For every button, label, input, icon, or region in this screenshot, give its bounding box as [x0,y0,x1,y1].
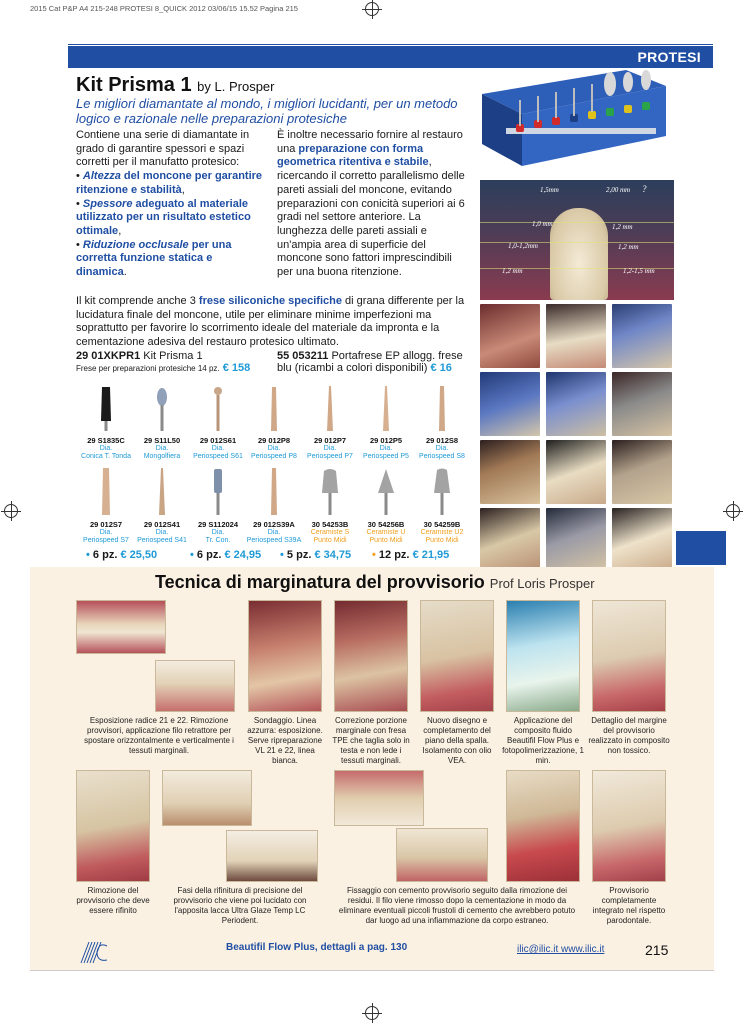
registration-mark-left [4,504,18,518]
bur-item: 29 012P5 Dia. Periospeed P5 [358,385,414,461]
caption: Fissaggio con cemento provvisorio seguito dalla rimozione dei residui. Il filo viene rimosso dopo la cementazione in modo da eliminare eventuali piccoli frustoli di cemento che avrebbero potuto dar luogo ad una infiammazione da corpo estraneo. [338,886,576,925]
technique-author: Prof Loris Prosper [489,576,595,591]
bur-item: 29 012S7 Dia. Periospeed S7 [78,467,134,545]
product-desc: Frese per preparazioni protesiche 14 pz. [76,364,220,373]
product-price: € 16 [430,362,452,374]
registration-mark-bottom [365,1006,379,1020]
bur-item: 29 S11L50 Dia. Mongolfiera [134,385,190,461]
diagram-label: 1,0-1,2mm [508,242,538,250]
bullet-item: • Riduzione occlusale per una corretta funzione statica e dinamica. [76,238,232,279]
header-rule [68,44,713,45]
diagram-label: 1,5mm [540,186,559,194]
clinical-photo-composite [506,600,580,712]
clinical-photo [546,440,606,504]
bur-item: 30 54253B Ceramiste S Punto Midi [302,467,358,545]
print-slug: 2015 Cat P&P A4 215-248 PROTESI 8_QUICK 2012 03/06/15 15.52 Pagina 215 [30,4,298,13]
clinical-photo-detail [592,600,666,712]
clinical-photo-crowns [155,660,235,712]
description-left [76,129,266,280]
section-title: PROTESI [637,49,701,65]
caption: Provvisorio completamente integrato nel rispetto parodontale. [592,886,666,925]
clinical-photo-removal [76,770,150,882]
clinical-photo-finishing-1 [162,770,252,826]
clinical-photo [612,304,672,368]
page-number: 215 [645,942,669,958]
clinical-photo [480,508,540,572]
diagram-label: 1,2 mm [612,223,633,231]
ilic-logo [79,940,109,965]
bur-item: 29 012S41 Dia. Periospeed S41 [134,467,190,545]
clinical-photo-probing [248,600,322,712]
section-tab [676,531,726,565]
registration-mark-top [365,2,379,16]
intro-text: Contiene una serie di diamantate in grado di garantire spessori e spazi corretti per il manufatto protesico: [76,129,250,169]
diagram-label: 1,0 mm [532,220,553,228]
clinical-photo [546,508,606,572]
caption: Correzione porzione marginale con fresa TPE che taglia solo in testa e non lede i tessuti marginali. [332,716,410,765]
order-portafrese: 55 053211 Portafrese EP allogg. frese blu (ricambi a colori disponibili) € 16 [277,350,463,374]
clinical-photo [480,372,540,436]
caption: Fasi della rifinitura di precisione del provvisorio che viene poi lucidato con l'apposita lacca Ultra Glaze Temp LC Periodent. [173,886,307,925]
caption: Rimozione del provvisorio che deve essere rifinito [76,886,150,915]
bur-item: 29 012P7 Dia. Periospeed P7 [302,385,358,461]
clinical-photo [480,440,540,504]
clinical-photo-margin-correction [334,600,408,712]
product-price: € 158 [222,362,251,374]
price-item: • 6 pz. € 25,50 [86,549,158,561]
caption: Applicazione del composito fluido Beautifil Flow Plus e fotopolimerizzazione, 1 min. [502,716,584,765]
bullet-item: • Altezza del moncone per garantire ritenzione e stabilità, [76,170,263,196]
clinical-photo-final [592,770,666,882]
bur-item: 29 S112024 Dia. Tr. Con. [190,467,246,545]
clinical-photo [612,508,672,572]
clinical-photo-finishing-2 [226,830,318,882]
bur-item: 29 012P8 Dia. Periospeed P8 [246,385,302,461]
registration-mark-right [726,504,740,518]
caption: Dettaglio del margine del provvisorio realizzato in composito non tossico. [588,716,670,755]
kit-title: Kit Prisma 1 by L. Prosper [76,74,275,96]
bur-item: 29 012S61 Dia. Periospeed S61 [190,385,246,461]
bullet-item: • Spessore adeguato al materiale utilizzato per un risultato estetico ottimale, [76,197,251,237]
clinical-photo-new-design [420,600,494,712]
kit-subtitle: Le migliori diamantate al mondo, i migliori lucidanti, per un metodo logico e razionale nelle preparazioni protesiche [76,96,458,126]
kit-product-photo [476,62,672,174]
order-kit-prisma: 29 01XKPR1 Kit Prisma 1 Frese per preparazioni protesiche 14 pz. € 158 [76,350,251,374]
product-desc: blu (ricambi a colori disponibili) [277,362,428,374]
bur-item: 29 012S39A Dia. Periospeed S39A [246,467,302,545]
caption: Nuovo disegno e completamento del piano della spalla. Isolamento con olio VEA. [422,716,492,765]
clinical-photo [612,372,672,436]
clinical-photo-cementation-2 [396,828,488,882]
description-right: È inoltre necessario fornire al restauro una preparazione con forma geometrica ritentiva e stabile, ricercando il corretto parallelismo delle pareti assiali del moncone, evitando preparazioni con conicità superiori ai 6 gradi nel settore anteriore. La lunghezza delle pareti assiali e un'ampia area di superficie del moncone sono fattori imprescindibili per una buona ritenzione. [277,129,465,279]
diagram-label: ? [642,184,647,194]
caption: Sondaggio. Linea azzurra: esposizione. Serve ripreparazione VL 21 e 22, linea bianca. [247,716,323,765]
clinical-photo-thread-removal [506,770,580,882]
price-item: • 12 pz. € 21,95 [372,549,450,561]
diagram-label: 1,2 mm [618,243,639,251]
clinical-photo [546,372,606,436]
preparation-diagram [480,180,674,300]
footer-rule [30,970,714,971]
diagram-label: 1,2 mm [502,267,523,275]
product-code: 29 01XKPR1 [76,350,141,362]
clinical-photo-smile [76,600,166,654]
clinical-photo [546,304,606,368]
beautifil-reference-link[interactable]: Beautifil Flow Plus, dettagli a pag. 130 [226,942,408,953]
bur-item: 29 012S8 Dia. Periospeed S8 [414,385,470,461]
diagram-label: 1,2-1,5 mm [623,267,655,275]
price-item: • 5 pz. € 34,75 [280,549,352,561]
bur-item: 29 S1835C Dia. Conica T. Tonda [78,385,134,461]
bur-item: 30 54256B Ceramiste U Punto Midi [358,467,414,545]
clinical-photo [480,304,540,368]
caption: Esposizione radice 21 e 22. Rimozione provvisori, applicazione filo retrattore per spostare orizzontalmente e verticalmente i tessuti marginali. [84,716,234,755]
diagram-label: 2,00 mm [606,186,631,194]
clinical-photo [612,440,672,504]
kit-contents-paragraph: Il kit comprende anche 3 frese siliconiche specifiche di grana differente per la lucidatura finale del moncone, utile per eliminare minime imperfezioni ma soprattutto per favorire lo scorrimento ideale del materiale da impronta e la cementazione adesiva del restauro protesico ultimato. [76,295,465,349]
product-code: 55 053211 [277,350,329,362]
technique-title: Tecnica di marginatura del provvisorio Prof Loris Prosper [155,572,595,592]
website-link[interactable]: ilic@ilic.it www.ilic.it [517,944,605,955]
kit-author: by L. Prosper [197,79,275,94]
bur-item: 30 54259B Ceramiste U2 Punto Midi [414,467,470,545]
clinical-photo-cementation-1 [334,770,424,826]
price-item: • 6 pz. € 24,95 [190,549,262,561]
